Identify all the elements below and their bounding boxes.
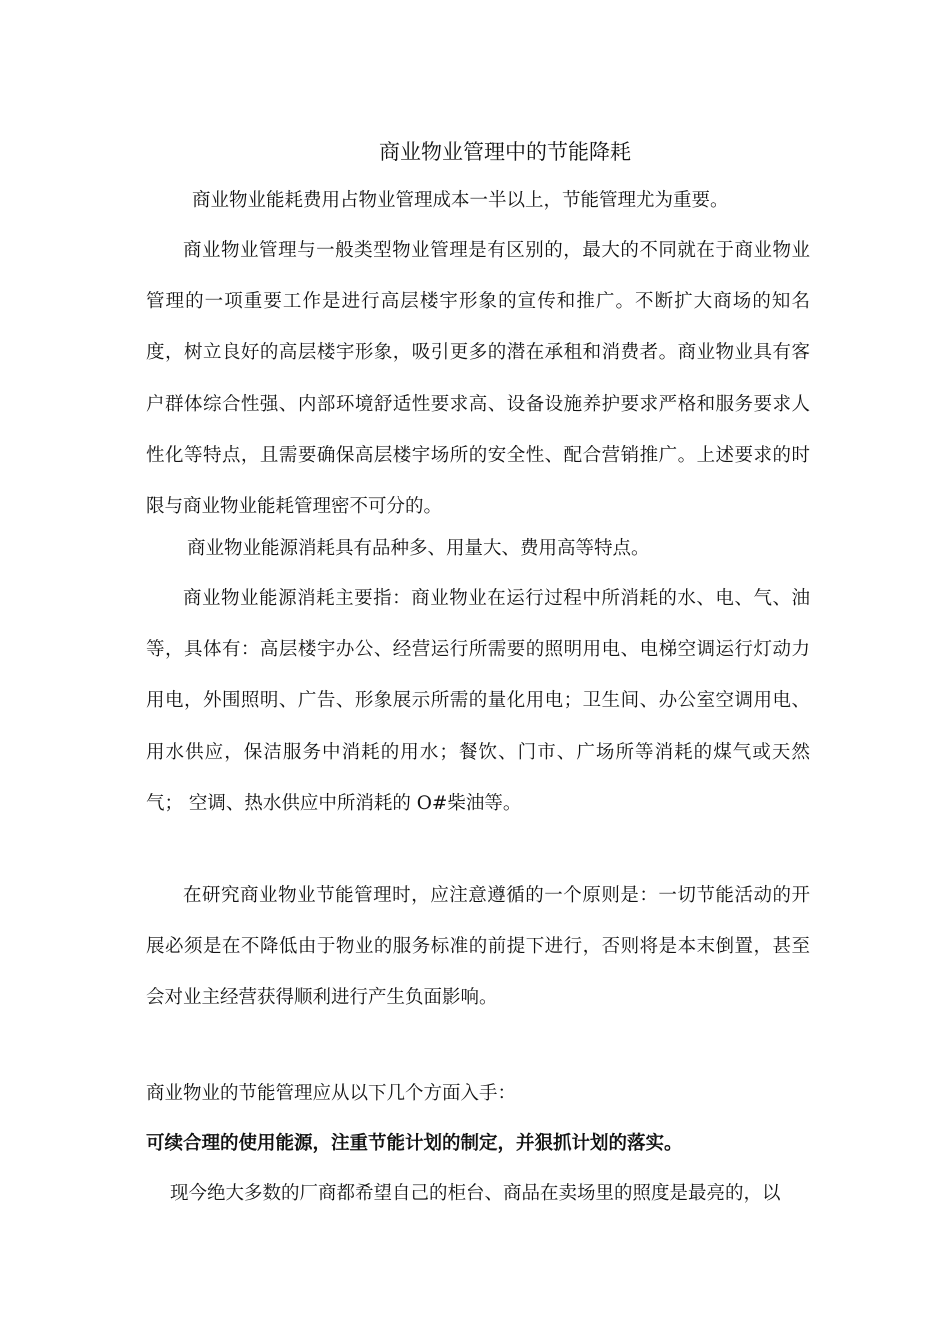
paragraph-features: 商业物业能源消耗具有品种多、用量大、费用高等特点。 — [187, 538, 650, 559]
paragraph-intro: 商业物业能耗费用占物业管理成本一半以上，节能管理尤为重要。 — [192, 190, 729, 211]
paragraph-aspects: 商业物业的节能管理应从以下几个方面入手： — [146, 1083, 517, 1104]
document-title: 商业物业管理中的节能降耗 — [379, 140, 631, 164]
paragraph-difference: 商业物业管理与一般类型物业管理是有区别的，最大的不同就在于商业物业管理的一项重要工作是进行高层楼宇形象的宣传和推广。不断扩大商场的知名度，树立良好的高层楼宇形象，吸引更多的潜在承租和消费者。商业物业具有客户群体综合性强、内部环境舒适性要求高、设备设施养护要求严格和服务要求人性化等特点，且需要确保高层楼宇场所的安全性、配合营销推广。上述要求的时限与商业物业能耗管理密不可分的。 — [146, 240, 810, 518]
paragraph-principle: 在研究商业物业节能管理时，应注意遵循的一个原则是：一切节能活动的开展必须是在不降低由于物业的服务标准的前提下进行，否则将是本末倒置，甚至会对业主经营获得顺利进行产生负面影响。 — [146, 885, 810, 1009]
paragraph-lighting: 现今绝大多数的厂商都希望自己的柜台、商品在卖场里的照度是最亮的，以 — [170, 1183, 781, 1204]
paragraph-consumption: 商业物业能源消耗主要指：商业物业在运行过程中所消耗的水、电、气、油等，具体有：高层楼宇办公、经营运行所需要的照明用电、电梯空调运行灯动力用电，外围照明、广告、形象展示所需的量化用电；卫生间、办公室空调用电、用水供应，保洁服务中消耗的用水；餐饮、门市、广场所等消耗的煤气或天然气； 空调、热水供应中所消耗的 O#柴油等。 — [146, 588, 810, 814]
section-heading: 可续合理的使用能源，注重节能计划的制定，并狠抓计划的落实。 — [146, 1133, 683, 1154]
